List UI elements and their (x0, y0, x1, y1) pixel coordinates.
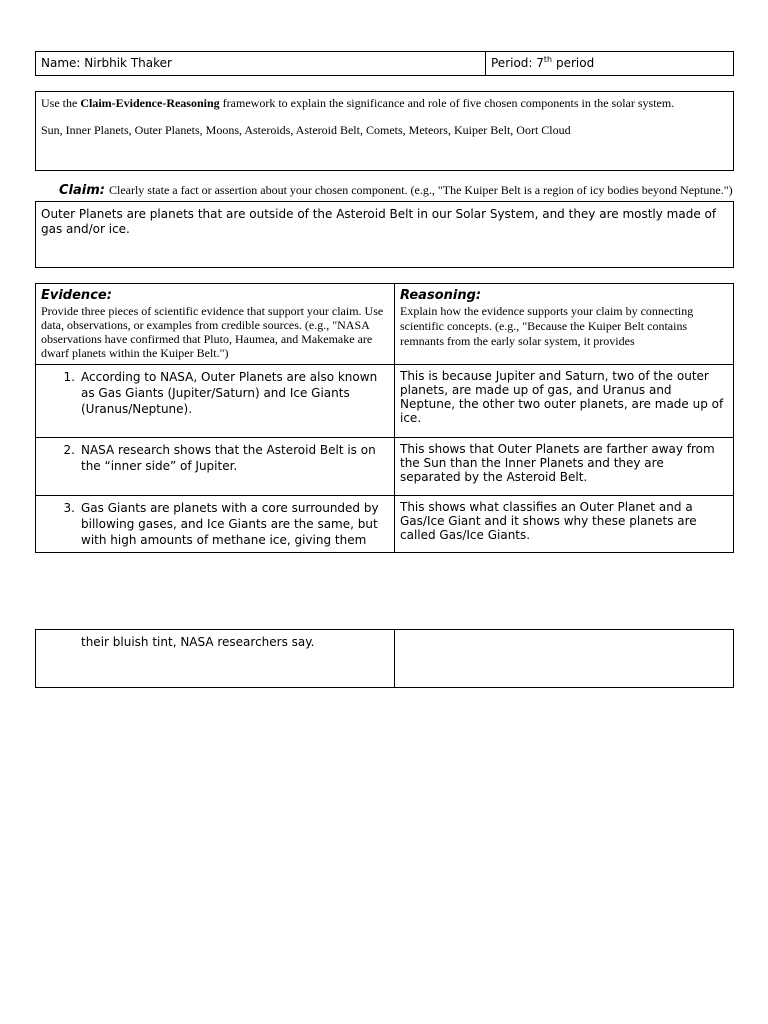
evidence-text: Gas Giants are planets with a core surrounded by billowing gases, and Ice Giants are the same, but with high amounts of methane ice, giving them (81, 501, 379, 547)
evidence-prompt: Provide three pieces of scientific evidence that support your claim. Use data, observations, or examples from credible sources. (e.g., "NASA observations have confirmed that Pluto, Haumea, and Makemake are dwarf planets within the Kuiper Belt.") (41, 304, 384, 360)
reasoning-text: This is because Jupiter and Saturn, two of the outer planets, are made up of gas, and Uranus and Neptune, the other two outer planets, are made up of ice. (400, 369, 724, 425)
evidence-item (41, 634, 389, 650)
reasoning-header (395, 284, 734, 365)
table-header-row (36, 284, 734, 365)
evidence-cell (36, 496, 395, 553)
table-row (36, 630, 734, 688)
reasoning-cell (395, 496, 734, 553)
evidence-item (41, 369, 389, 417)
evidence-cell (36, 630, 395, 688)
evidence-text: According to NASA, Outer Planets are also known as Gas Giants (Jupiter/Saturn) and Ice Giants (Uranus/Neptune). (81, 370, 378, 416)
evidence-number: 2. (63, 443, 75, 457)
class-period (486, 52, 733, 75)
instructions-box (35, 91, 734, 171)
evidence-text: NASA research shows that the Asteroid Belt is on the “inner side” of Jupiter. (81, 443, 376, 473)
evidence-reasoning-table (35, 283, 734, 553)
evidence-cell (36, 365, 395, 438)
reasoning-cell (395, 630, 734, 688)
evidence-number: 3. (63, 501, 75, 515)
student-name: Name: Nirbhik Thaker (36, 52, 486, 75)
reasoning-text: This shows that Outer Planets are farther away from the Sun than the Inner Planets and they are separated by the Asteroid Belt. (400, 442, 715, 484)
instructions-prefix: Use the (41, 96, 81, 110)
evidence-header (36, 284, 395, 365)
period-prefix: Period: 7 (491, 56, 544, 70)
reasoning-cell (395, 438, 734, 496)
reasoning-cell (395, 365, 734, 438)
instructions-text (41, 96, 728, 111)
period-superscript: th (543, 55, 553, 64)
evidence-continuation: their bluish tint, NASA researchers say. (81, 635, 315, 649)
evidence-label: Evidence: (41, 288, 112, 303)
claim-heading (59, 183, 733, 198)
evidence-item (41, 442, 389, 474)
component-list: Sun, Inner Planets, Outer Planets, Moons, Asteroids, Asteroid Belt, Comets, Meteors, Kuiper Belt, Oort Cloud (41, 123, 571, 137)
table-row (36, 365, 734, 438)
claim-answer: Outer Planets are planets that are outside of the Asteroid Belt in our Solar System, and they are mostly made of gas and/or ice. (35, 201, 734, 268)
table-row (36, 438, 734, 496)
instructions-suffix: framework to explain the significance and role of five chosen components in the solar system. (219, 96, 675, 110)
evidence-number: 1. (63, 370, 75, 384)
claim-prompt: Clearly state a fact or assertion about your chosen component. (e.g., "The Kuiper Belt is a region of icy bodies beyond Neptune.") (108, 183, 733, 197)
reasoning-prompt: Explain how the evidence supports your claim by connecting scientific concepts. (e.g., "Because the Kuiper Belt contains remnants from the early solar system, it provides (400, 304, 694, 348)
period-suffix: period (552, 56, 595, 70)
reasoning-label: Reasoning: (400, 288, 482, 303)
continuation-table (35, 629, 734, 688)
student-info-row (35, 51, 734, 76)
claim-label: Claim: (59, 183, 105, 198)
evidence-item (41, 500, 389, 548)
framework-name: Claim-Evidence-Reasoning (80, 96, 220, 110)
evidence-cell (36, 438, 395, 496)
table-row (36, 496, 734, 553)
reasoning-text: This shows what classifies an Outer Planet and a Gas/Ice Giant and it shows why these planets are called Gas/Ice Giants. (400, 500, 697, 542)
